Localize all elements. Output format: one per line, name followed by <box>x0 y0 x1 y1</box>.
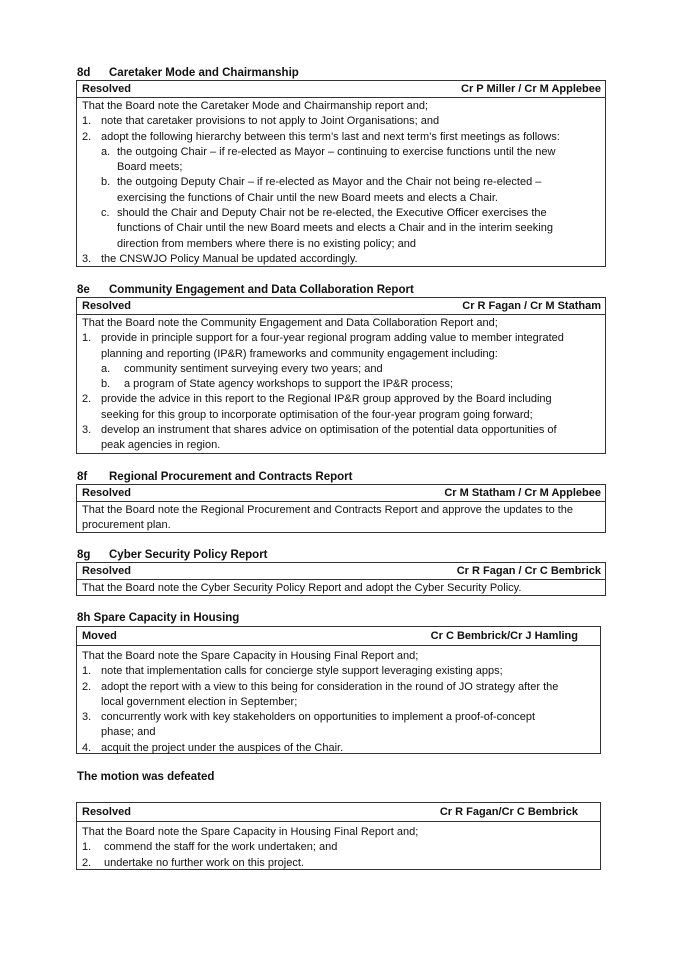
section-number: 8f <box>77 471 88 483</box>
resolution-box-8d <box>76 80 606 267</box>
resolution-body <box>77 822 600 873</box>
resolution-body <box>77 646 600 758</box>
list-marker: 1. <box>82 332 92 345</box>
list-text: adopt the report with a view to this being for consideration in the round of JO strategy after the <box>101 680 559 693</box>
sub-list-item <box>82 377 600 392</box>
resolution-box-8g <box>76 562 606 596</box>
section-heading: Caretaker Mode and Chairmanship <box>109 67 299 79</box>
section-number: 8g <box>77 549 91 561</box>
list-text: planning and reporting (IP&R) frameworks and community engagement including: <box>101 347 498 360</box>
list-item <box>82 114 600 129</box>
list-marker: 3. <box>82 424 92 437</box>
list-text: provide in principle support for a four-year regional program adding value to member integrated <box>101 332 564 345</box>
list-text: acquit the project under the auspices of the Chair. <box>101 741 344 754</box>
resolution-status: Resolved <box>82 487 131 499</box>
resolution-header <box>77 803 600 822</box>
list-item <box>82 710 595 741</box>
resolution-status: Resolved <box>82 300 131 312</box>
resolution-status: Moved <box>82 630 117 642</box>
list-text: concurrently work with key stakeholders on opportunities to implement a proof-of-concept <box>101 711 536 724</box>
list-text: exercising the functions of Chair until the new Board meets and elects a Chair. <box>117 191 498 204</box>
resolution-box-final <box>76 802 601 870</box>
resolution-body <box>77 315 605 456</box>
movers: Cr M Statham / Cr M Applebee <box>444 487 601 499</box>
list-text: should the Chair and Deputy Chair not be re-elected, the Executive Officer exercises the <box>117 207 547 220</box>
list-item <box>82 680 595 711</box>
section-8h-title: 8h Spare Capacity in Housing <box>77 612 240 624</box>
movers: Cr R Fagan / Cr M Statham <box>462 300 601 312</box>
list-item <box>82 741 595 756</box>
sub-list-item <box>82 206 600 252</box>
section-8d-title <box>77 66 299 80</box>
resolution-status: Resolved <box>82 83 131 95</box>
resolution-status: Resolved <box>82 806 131 818</box>
list-marker: 2. <box>82 856 92 869</box>
list-text: Board meets; <box>117 161 183 174</box>
list-text: provide the advice in this report to the Regional IP&R group approved by the Board including <box>101 393 552 406</box>
section-number: 8e <box>77 284 90 296</box>
resolution-body <box>77 580 605 598</box>
list-marker: b. <box>101 176 111 189</box>
list-marker: a. <box>101 362 111 375</box>
section-8g-title <box>77 548 268 562</box>
list-item <box>82 423 600 454</box>
list-item <box>82 664 595 679</box>
list-text: commend the staff for the work undertaken; and <box>104 841 338 854</box>
list-text: peak agencies in region. <box>101 439 221 452</box>
section-8f-title <box>77 470 352 484</box>
list-item <box>82 331 600 362</box>
resolution-body <box>77 98 605 269</box>
list-text: undertake no further work on this project. <box>104 856 304 869</box>
list-text: develop an instrument that shares advice on optimisation of the potential data opportunities of <box>101 424 557 437</box>
list-marker: 3. <box>82 711 92 724</box>
list-item <box>82 252 600 267</box>
list-text: the outgoing Deputy Chair – if re-elected as Mayor and the Chair not being re-elected – <box>117 176 542 189</box>
resolution-text: That the Board note the Cyber Security Policy Report and adopt the Cyber Security Policy. <box>82 582 522 594</box>
list-text: functions of Chair until the new Board meets and elects a Chair and in the interim seeking <box>117 222 553 235</box>
section-heading: Cyber Security Policy Report <box>109 549 268 561</box>
list-item <box>82 856 595 871</box>
list-text: phase; and <box>101 726 156 739</box>
list-marker: 2. <box>82 130 92 143</box>
list-marker: c. <box>101 207 110 220</box>
list-text: the outgoing Chair – if re-elected as Mayor – continuing to exercise functions until the new <box>117 145 556 158</box>
intro-text: That the Board note the Caretaker Mode and Chairmanship report and; <box>82 100 429 112</box>
list-text: a program of State agency workshops to support the IP&R process; <box>124 378 453 391</box>
list-marker: b. <box>101 378 111 391</box>
sub-list-item <box>82 362 600 377</box>
list-marker: 2. <box>82 680 92 693</box>
list-text: local government election in September; <box>101 695 298 708</box>
intro-text: That the Board note the Community Engagement and Data Collaboration Report and; <box>82 317 498 329</box>
movers: Cr R Fagan/Cr C Bembrick <box>439 806 578 818</box>
list-text: the CNSWJO Policy Manual be updated accordingly. <box>101 252 358 265</box>
list-text: adopt the following hierarchy between this term’s last and next term’s first meetings as follows: <box>101 130 560 143</box>
motion-box-8h <box>76 626 601 754</box>
list-text: note that implementation calls for concierge style support leveraging existing apps; <box>101 665 503 678</box>
motion-outcome: The motion was defeated <box>77 771 215 783</box>
movers: Cr C Bembrick/Cr J Hamling <box>430 630 578 642</box>
list-marker: 4. <box>82 741 92 754</box>
section-heading: Regional Procurement and Contracts Report <box>109 471 353 483</box>
sub-list-item <box>82 145 600 176</box>
list-text: note that caretaker provisions to not apply to Joint Organisations; and <box>101 115 440 128</box>
resolution-header <box>77 563 605 580</box>
section-8e-title <box>77 283 414 297</box>
list-marker: 1. <box>82 841 92 854</box>
resolution-text: procurement plan. <box>82 519 171 532</box>
movers: Cr P Miller / Cr M Applebee <box>461 83 601 95</box>
list-marker: a. <box>101 145 111 158</box>
list-marker: 2. <box>82 393 92 406</box>
resolution-header <box>77 627 600 646</box>
resolution-box-8f <box>76 484 606 533</box>
list-text: seeking for this group to incorporate optimisation of the four-year program going forward; <box>101 408 533 421</box>
list-text: community sentiment surveying every two years; and <box>124 362 383 375</box>
resolution-header <box>77 81 605 98</box>
intro-text: That the Board note the Spare Capacity in Housing Final Report and; <box>82 650 419 662</box>
resolution-box-8e <box>76 297 606 454</box>
list-marker: 3. <box>82 252 92 265</box>
list-marker: 1. <box>82 115 92 128</box>
section-heading: Community Engagement and Data Collaboration Report <box>109 284 414 296</box>
list-marker: 1. <box>82 665 92 678</box>
list-item <box>82 392 600 423</box>
section-number: 8d <box>77 67 91 79</box>
list-item <box>82 840 595 855</box>
resolution-text: That the Board note the Regional Procurement and Contracts Report and approve the updates to the <box>82 504 574 516</box>
resolution-body <box>77 502 605 536</box>
resolution-header <box>77 298 605 315</box>
resolution-status: Resolved <box>82 565 131 577</box>
movers: Cr R Fagan / Cr C Bembrick <box>456 565 601 577</box>
list-text: direction from members where there is no existing policy; and <box>117 237 416 250</box>
list-item <box>82 130 600 145</box>
sub-list-item <box>82 175 600 206</box>
intro-text: That the Board note the Spare Capacity in Housing Final Report and; <box>82 826 419 838</box>
resolution-header <box>77 485 605 502</box>
